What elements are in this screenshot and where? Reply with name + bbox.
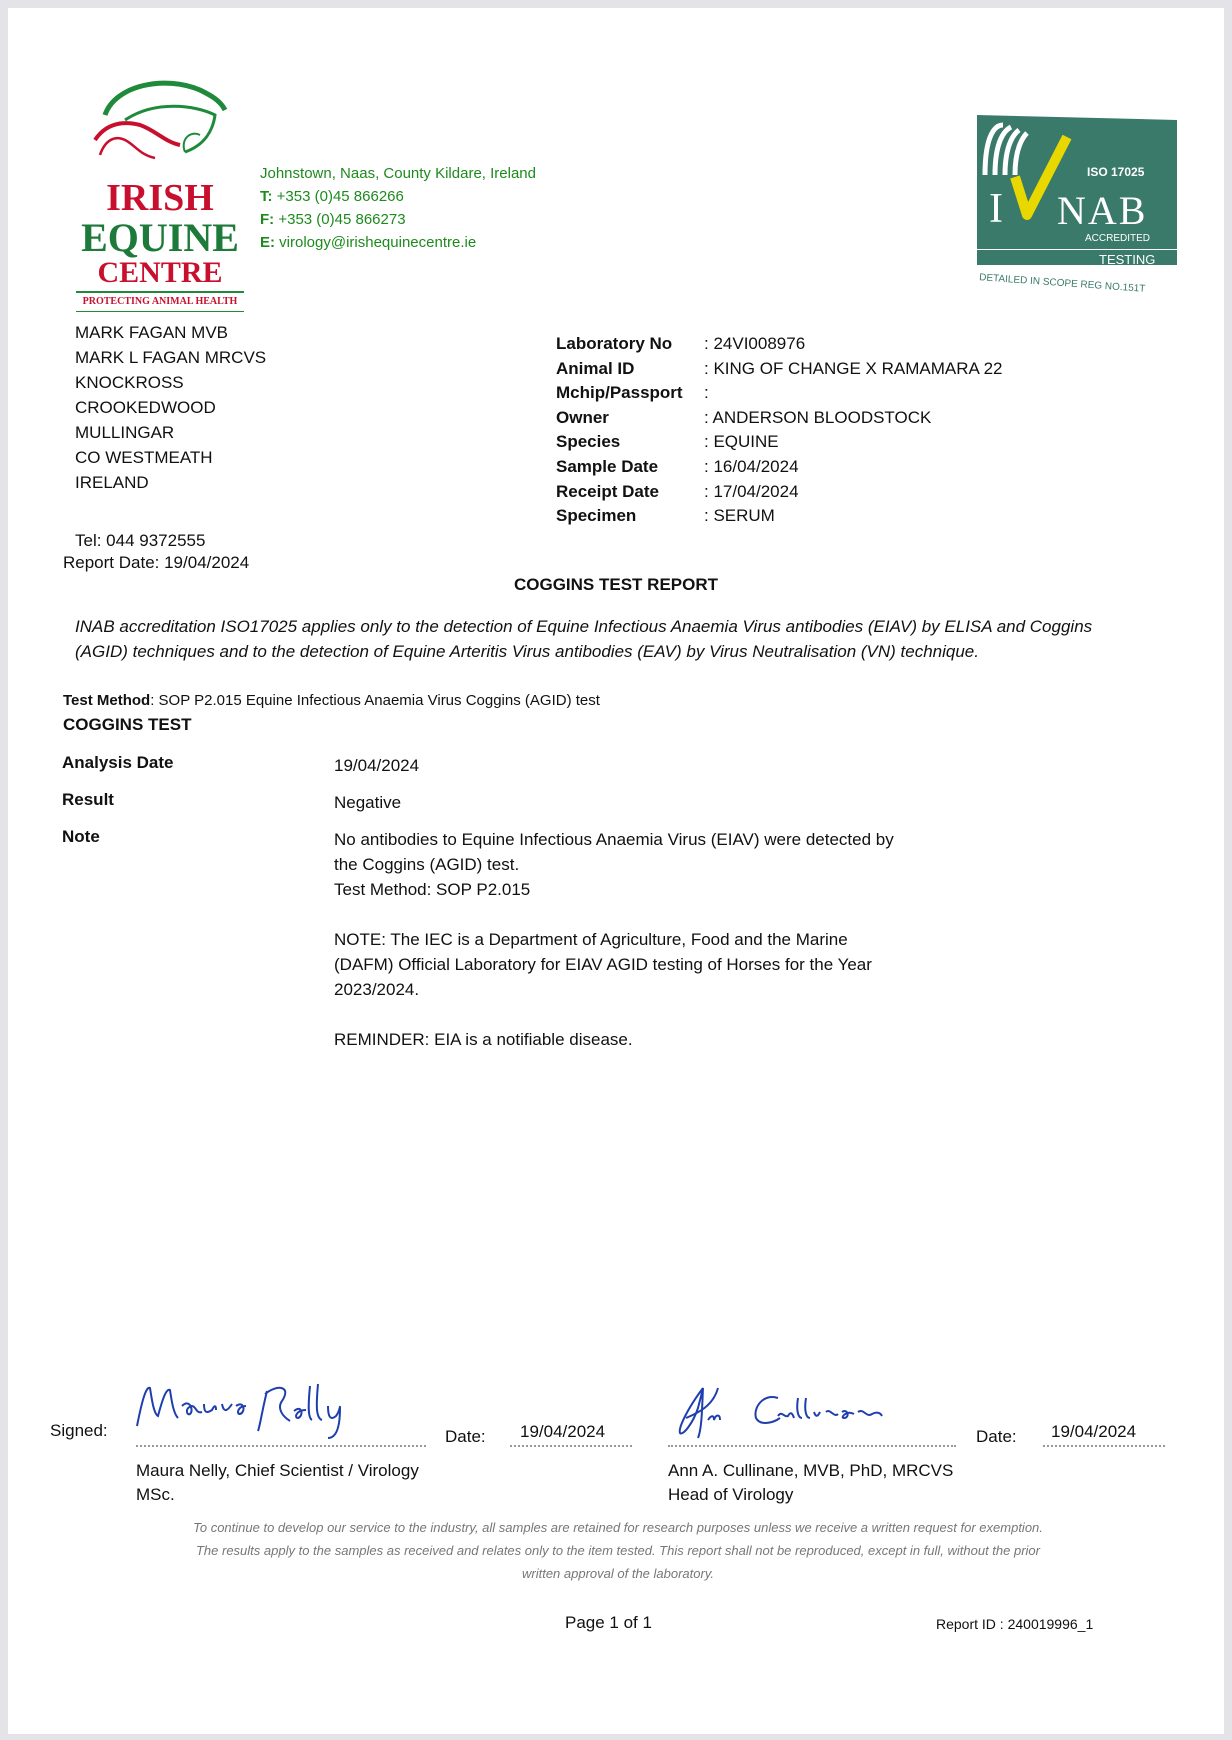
date-value-2: 19/04/2024	[1051, 1422, 1137, 1441]
report-page	[8, 8, 1224, 1734]
inab-rule	[977, 249, 1177, 250]
signatory-2: Ann A. Cullinane, MVB, PhD, MRCVS Head of Virology	[668, 1461, 954, 1504]
logo-rule-bottom	[76, 311, 244, 312]
date-line-1	[510, 1445, 632, 1447]
report-date: Report Date: 19/04/2024	[63, 553, 250, 572]
note-value: No antibodies to Equine Infectious Anaemia Virus (EIAV) were detected by the Coggins (AGID) test. Test Method: SOP P2.015 NOTE: The IEC is a Department of Agriculture, Food and the Marine (DAFM) Official Laboratory for EIAV AGID testing of Horses for the Year 2023/2024. REMINDER: EIA is a notifiable disease.	[334, 830, 894, 1049]
section-heading: COGGINS TEST	[63, 715, 192, 734]
horse-logo-icon	[85, 70, 235, 170]
client-tel: Tel: 044 9372555	[75, 531, 206, 550]
signatory-1: Maura Nelly, Chief Scientist / Virology MSc.	[136, 1461, 419, 1504]
iec-logo	[70, 70, 250, 315]
laboratory-details: Laboratory No : 24VI008976 Animal ID : KING OF CHANGE X RAMAMARA 22 Mchip/Passport : Owner : ANDERSON BLOODSTOCK Species : EQUINE Sample Date : 16/04/2024 Receipt Date : 17/04/2024 Specimen : SERUM	[556, 334, 1003, 526]
contact-phone: T: +353 (0)45 866266	[260, 188, 404, 205]
contact-block	[260, 162, 680, 254]
logo-word-centre: CENTRE	[97, 256, 223, 289]
inab-scope: DETAILED IN SCOPE REG NO.151T	[978, 272, 1146, 295]
inab-accreditation-badge	[977, 115, 1177, 295]
signature-line-2	[668, 1445, 956, 1447]
contact-address: Johnstown, Naas, County Kildare, Ireland	[260, 165, 536, 182]
footer-disclaimer: To continue to develop our service to the industry, all samples are retained for research purposes unless we receive a written request for exemption. The results apply to the samples as received and relates only to the item tested. This report shall not be reproduced, except in full, without the prior written approval of the laboratory.	[193, 1520, 1043, 1581]
inab-letter-i: I	[989, 186, 1003, 232]
accreditation-statement: INAB accreditation ISO17025 applies only to the detection of Equine Infectious Anaemia Virus antibodies (EIAV) by ELISA and Coggins (AGID) techniques and to the detection of Equine Arteritis Virus antibodies (EAV) by Virus Neutralisation (VN) technique.	[75, 617, 1093, 661]
report-id: Report ID : 240019996_1	[936, 1616, 1094, 1632]
signature-ann-cullinane	[668, 1378, 918, 1448]
inab-wordmark: NAB	[1057, 188, 1148, 233]
date-label-1: Date:	[445, 1427, 486, 1446]
inab-accredited: ACCREDITED	[1085, 233, 1151, 244]
signature-maura-nelly	[132, 1376, 392, 1446]
test-method: Test Method: SOP P2.015 Equine Infectious Anaemia Virus Coggins (AGID) test	[63, 692, 600, 709]
report-title: COGGINS TEST REPORT	[513, 575, 719, 594]
date-line-2	[1043, 1445, 1165, 1447]
inab-testing: TESTING	[1099, 252, 1156, 267]
result-label: Result	[62, 790, 114, 809]
logo-tagline: PROTECTING ANIMAL HEALTH	[82, 296, 238, 307]
logo-word-equine: EQUINE	[81, 215, 239, 260]
analysis-date-value: 19/04/2024	[334, 756, 420, 775]
signature-line-1	[136, 1445, 426, 1447]
inab-iso-label: ISO 17025	[1087, 165, 1145, 179]
logo-rule	[76, 291, 244, 293]
page-number: Page 1 of 1	[565, 1613, 652, 1632]
note-label: Note	[62, 827, 100, 846]
contact-email[interactable]: E: virology@irishequinecentre.ie	[260, 234, 477, 251]
analysis-date-label: Analysis Date	[62, 753, 174, 772]
signed-label: Signed:	[50, 1421, 108, 1440]
logo-word-irish: IRISH	[106, 177, 214, 219]
contact-fax: F: +353 (0)45 866273	[260, 211, 406, 228]
date-label-2: Date:	[976, 1427, 1017, 1446]
result-value: Negative	[334, 793, 402, 812]
client-address: MARK FAGAN MVB MARK L FAGAN MRCVS KNOCKROSS CROOKEDWOOD MULLINGAR CO WESTMEATH IRELAND	[75, 323, 267, 492]
date-value-1: 19/04/2024	[520, 1422, 606, 1441]
